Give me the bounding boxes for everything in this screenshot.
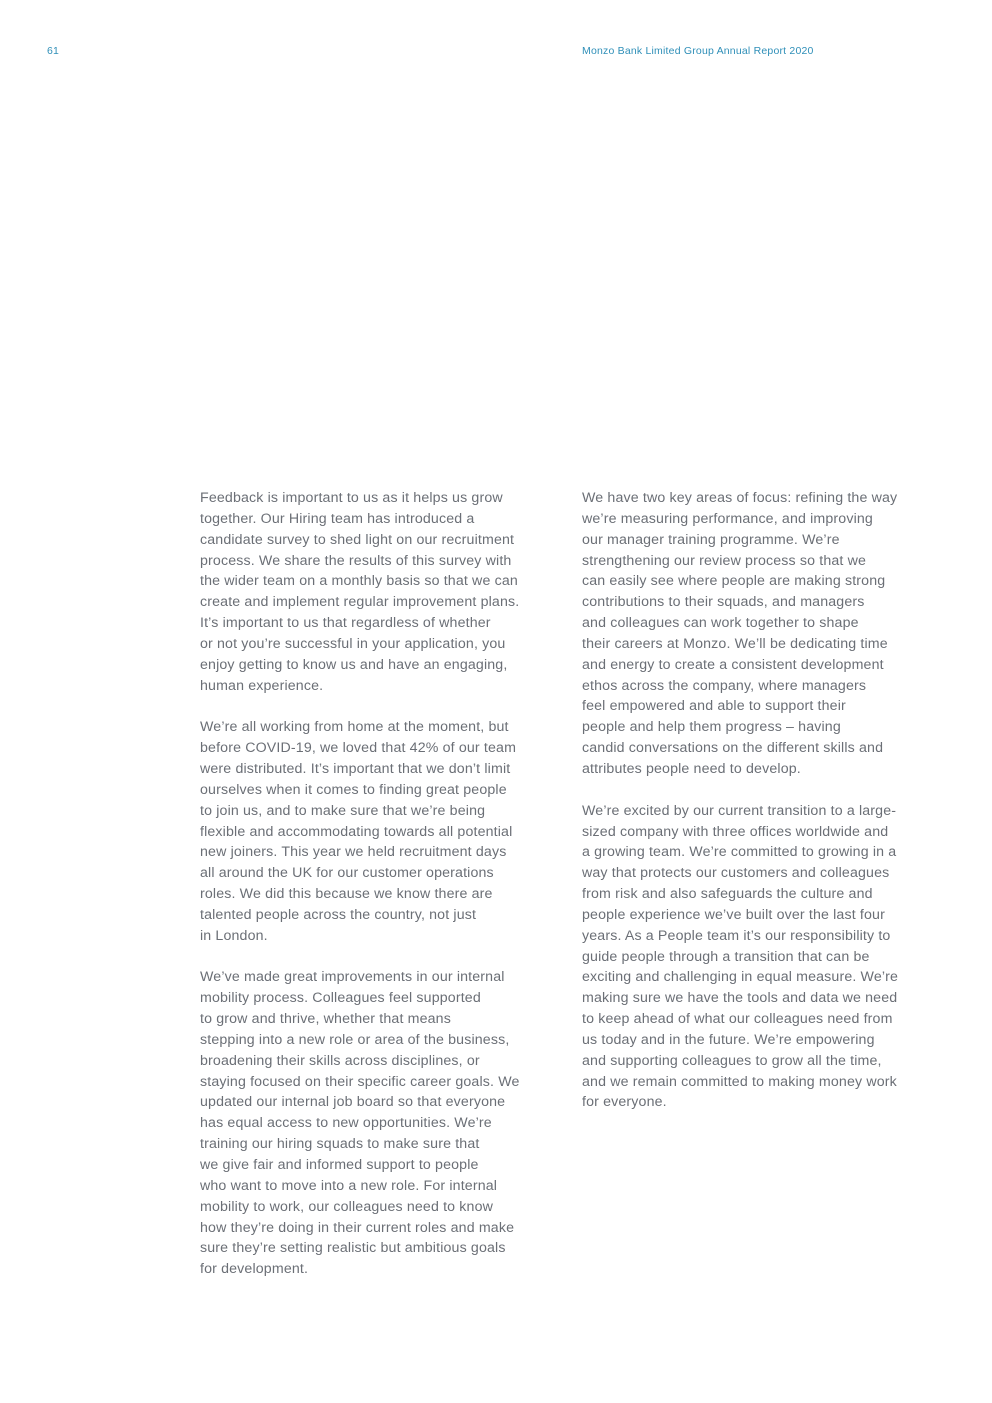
left-text-column bbox=[200, 488, 566, 1301]
paragraph-internal-mobility: We’ve made great improvements in our internal mobility process. Colleagues feel supported to grow and thrive, whether that means stepping into a new role or area of the business, broadening their skills across disciplines, or staying focused on their specific career goals. We updated our internal job board so that everyone has equal access to new opportunities. We’re training our hiring squads to make sure that we give fair and informed support to people who want to move into a new role. For internal mobility to work, our colleagues need to know how they’re doing in their current roles and make sure they’re setting realistic but ambitious goals for development. bbox=[200, 969, 520, 1278]
right-text-column bbox=[582, 488, 948, 1134]
page-number: 61 bbox=[47, 45, 60, 57]
report-title: Monzo Bank Limited Group Annual Report 2020 bbox=[582, 45, 814, 57]
paragraph-company-transition: We’re excited by our current transition to a large- sized company with three offices worldwide and a growing team. We’re committed to growing in a way that protects our customers and colleagues from risk and also safeguards the culture and people experience we’ve built over the last four years. As a People team it’s our responsibility to guide people through a transition that can be exciting and challenging in equal measure. We’re making sure we have the tools and data we need to keep ahead of what our colleagues need from us today and in the future. We’re empowering and supporting colleagues to grow all the time, and we remain committed to making money work for everyone. bbox=[582, 802, 899, 1111]
paragraph-remote-hiring: We’re all working from home at the moment, but before COVID-19, we loved that 42% of our team were distributed. It’s important that we don’t limit ourselves when it comes to finding great people to join us, and to make sure that we’re being flexible and accommodating towards all potential new joiners. This year we held recruitment days all around the UK for our customer operations roles. We did this because we know there are talented people across the country, not just in London. bbox=[200, 719, 517, 944]
paragraph-focus-areas: We have two key areas of focus: refining the way we’re measuring performance, and improving our manager training programme. We’re strengthening our review process so that we can easily see where people are making strong contributions to their squads, and managers and colleagues can work together to shape their careers at Monzo. We’ll be dedicating time and energy to create a consistent development ethos across the company, where managers feel empowered and able to support their people and help them progress – having candid conversations on the different skills and attributes people need to develop. bbox=[582, 490, 898, 777]
paragraph-candidate-feedback: Feedback is important to us as it helps us grow together. Our Hiring team has introduced a candidate survey to shed light on our recruitment process. We share the results of this survey with the wider team on a monthly basis so that we can create and implement regular improvement plans. It’s important to us that regardless of whether or not you’re successful in your application, you enjoy getting to know us and have an engaging, human experience. bbox=[200, 490, 520, 694]
